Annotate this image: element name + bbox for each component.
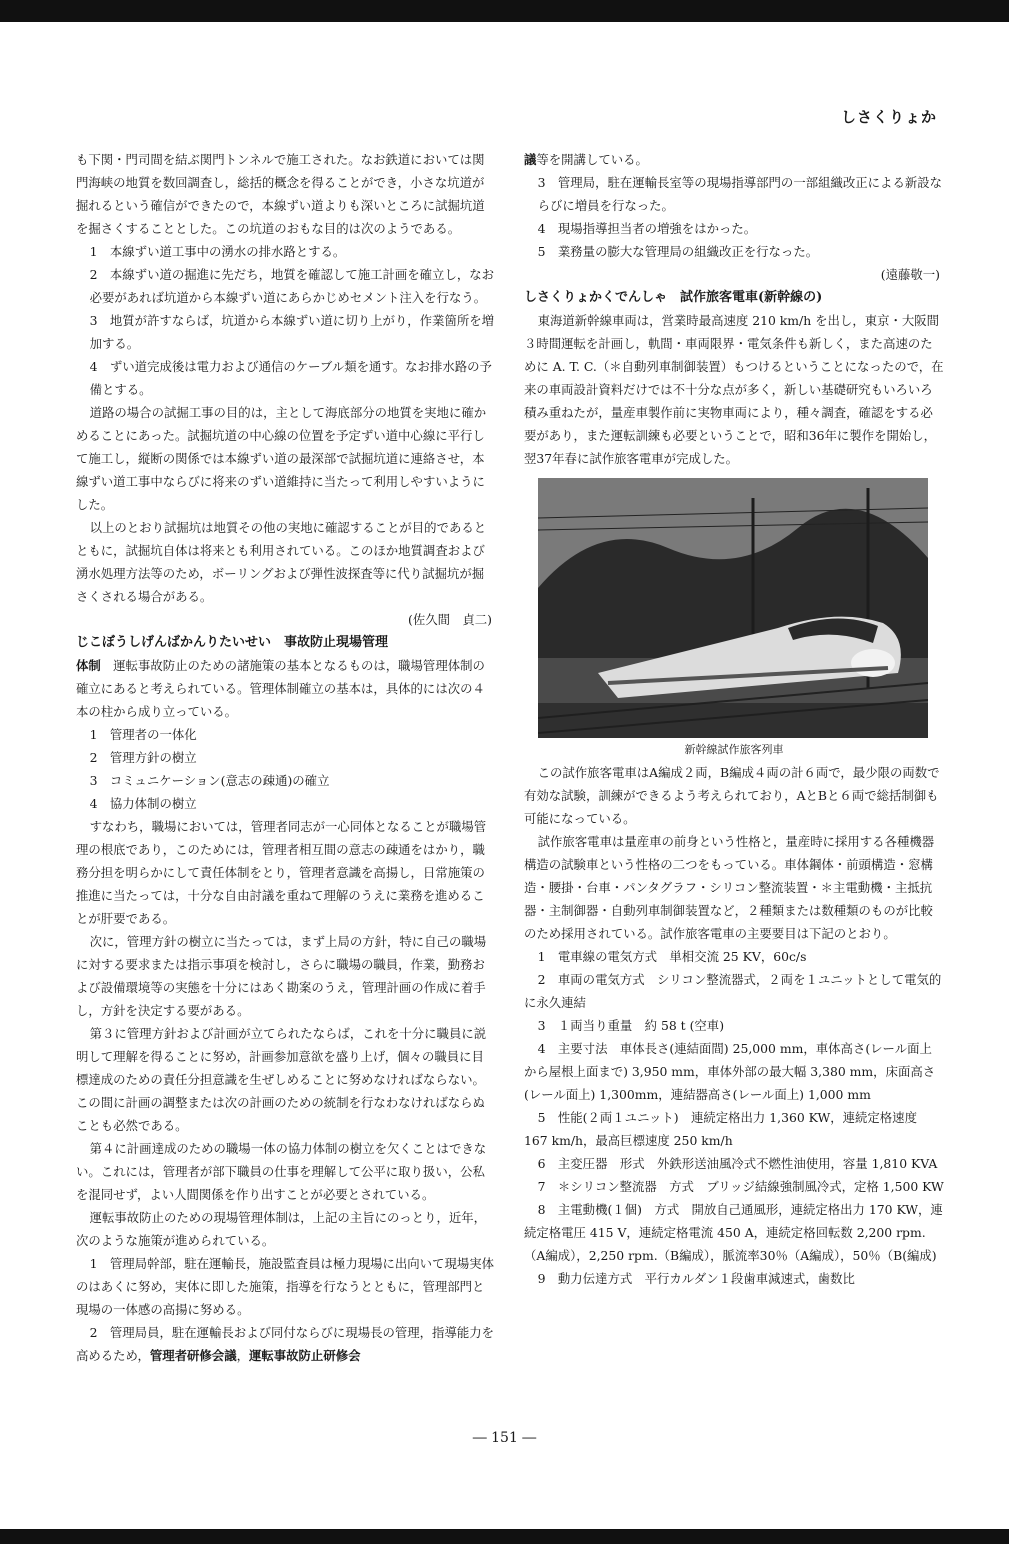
paragraph: 試作旅客電車は量産車の前身という性格と，量産時に採用する各種機器構造の試験車という性格の二つをもっている。車体鋼体・前頭構造・窓構造・腰掛・台車・パンタグラフ・シリコン整流装置・＊主電動機・主抵抗器・主制御器・自動列車制御装置など，２種類または数種類のものが比較のため採用されている。試作旅客電車の主要要目は下記のとおり。 <box>524 834 935 941</box>
paragraph: 運転事故防止のための現場管理体制は，上記の主旨にのっとり，近年，次のような施策が進められている。 <box>76 1210 487 1248</box>
running-header: しさくりょか <box>840 108 937 126</box>
train-photo-illustration <box>538 478 928 738</box>
term-body: 運転事故防止のための諸施策の基本となるものは，職場管理体制の確立にあると考えられている。管理体制確立の基本は，具体的には次の４本の柱から成り立っている。 <box>76 658 485 719</box>
list-item: 1 本線ずい道工事中の湧水の排水路とする。 <box>89 244 346 259</box>
term-heading <box>524 286 944 309</box>
left-column <box>76 148 496 1367</box>
paragraph <box>76 654 496 723</box>
separator: ， <box>236 1348 249 1363</box>
bold-term: 管理者研修会議 <box>149 1348 237 1363</box>
train-photo <box>538 478 928 738</box>
term-title-cont: 体制 <box>76 658 101 673</box>
list-item: 1 管理局幹部，駐在運輸長，施設監査員は極力現場に出向いて現場実体のはあくに努め，実体に即した施策，指導を行なうとともに，管理部門と現場の一体感の高揚に努める。 <box>76 1256 495 1317</box>
page-number: ― 151 ― <box>472 1430 537 1446</box>
spec-item: 4 主要寸法 車体長さ(連結面間) 25,000 mm，車体高さ(レール面上から屋根上面まで) 3,950 mm，車体外部の最大幅 3,380 mm，床面高さ(レール面上) 1,300mm，連結器高さ(レール面上) 1,000 mm <box>524 1041 936 1102</box>
spec-item: 6 主変圧器 形式 外鉄形送油風冷式不燃性油使用，容量 1,810 KVA <box>537 1156 938 1171</box>
spec-item: 7 ＊シリコン整流器 方式 ブリッジ結線強制風冷式，定格 1,500 KW <box>537 1179 944 1194</box>
spec-item: 9 動力伝達方式 平行カルダン１段歯車減速式，歯数比 <box>537 1271 855 1286</box>
list-item: 3 地質が許すならば，坑道から本線ずい道に切り上がり，作業箇所を増加する。 <box>89 313 495 351</box>
paragraph: 以上のとおり試掘坑は地質その他の実地に確認することが目的であるとともに，試掘坑自体は将来とも利用されている。このほか地質調査および湧水処理方法等のため，ボーリングおよび弾性波探査等に代り試掘坑が掘さくされる場合がある。 <box>76 520 487 604</box>
author-credit: (佐久間 貞二) <box>407 612 492 627</box>
paragraph: 第３に管理方針および計画が立てられたならば，これを十分に職員に説明して理解を得ることに努め，計画参加意欲を盛り上げ，個々の職員に目標達成のための責任分担意識を生ぜしめることに努めなければならない。この間に計画の調整または次の計画のための統制を行なわなければならぬことも必然である。 <box>76 1026 487 1133</box>
term-reading: しさくりょかくでんしゃ <box>524 290 668 305</box>
right-column <box>524 148 944 1290</box>
paragraph: 次に，管理方針の樹立に当たっては，まず上局の方針，特に自己の職場に対する要求または指示事項を検討し，さらに職場の職員，作業，勤務および設備環境等の実態を十分にはあく勘案のうえ，管理計画の作成に着手し，方針を決定する要がある。 <box>76 934 487 1018</box>
paragraph: この試作旅客電車はA編成２両，B編成４両の計６両で，最少限の両数で有効な試験，訓練ができるよう考えられており，AとBと６両で総括制御も可能になっている。 <box>524 765 940 826</box>
term-title: 事故防止現場管理 <box>284 635 389 650</box>
paragraph: 第４に計画達成のための職場一体の協力体制の樹立を欠くことはできない。これには，管理者が部下職員の仕事を理解して公平に取り扱い，公私を混同せず，よい人間関係を作り出すことが必要とされている。 <box>76 1141 487 1202</box>
list-item <box>76 1321 496 1367</box>
list-item: 4 現場指導担当者の増強をはかった。 <box>537 221 757 236</box>
term-reading: じこぼうしげんばかんりたいせい <box>76 635 272 650</box>
paragraph-text: 等を開講している。 <box>536 152 648 167</box>
paragraph: 東海道新幹線車両は，営業時最高速度 210 km/h を出し，東京・大阪間３時間運転を計画し，軌間・車両限界・電気条件も新しく，また高速のために A. T. C.（＊自動列車制御装置）もつけるということになったので，在来の車両設計資料だけでは不十分な点が多く，新しい基礎研究もいろいろ積み重ねたが，量産車製作前に実物車両により，種々調査，確認をする必要があり，また運転訓練も必要ということで，昭和36年に製作を開始し，翌37年春に試作旅客電車が完成した。 <box>524 313 944 466</box>
top-border-bar <box>0 0 1009 22</box>
spec-item: 2 車両の電気方式 シリコン整流器式，２両を１ユニットとして電気的に永久連結 <box>524 972 942 1010</box>
bold-term: 議 <box>524 152 537 167</box>
list-item: 3 管理局，駐在運輸長室等の現場指導部門の一部組織改正による新設ならびに増員を行なった。 <box>537 175 943 213</box>
spec-item: 5 性能(２両１ユニット) 連続定格出力 1,360 KW，連続定格速度 167 km/h，最高巨標速度 250 km/h <box>524 1110 917 1148</box>
list-item: 1 管理者の一体化 <box>89 727 197 742</box>
spec-item: 3 １両当り重量 約 58 t (空車) <box>537 1018 725 1033</box>
list-text: 2 管理局員，駐在運輸長および同付ならびに現場長の管理，指導能力を高めるため， <box>76 1325 495 1363</box>
author-credit: (遠藤敬一) <box>880 267 940 282</box>
paragraph: 道路の場合の試掘工事の目的は，主として海底部分の地質を実地に確かめることにあった。試掘坑道の中心線の位置を予定ずい道中心線に平行して施工し，縦断の関係では本線ずい道の最深部で試掘坑道に連絡させ，本線ずい道工事中ならびに将来のずい道維持に当たって利用しやすいようにした。 <box>76 405 487 512</box>
list-item: 4 ずい道完成後は電力および通信のケーブル類を通す。なお排水路の予備とする。 <box>89 359 492 397</box>
bottom-border-bar <box>0 1529 1009 1544</box>
paragraph: も下関・門司間を結ぶ関門トンネルで施工された。なお鉄道においては関門海峡の地質を数回調査し，総括的概念を得ることができ，小さな坑道が掘れるという確信ができたので，本線ずい道よりも深いところに試掘坑道を掘さくすることとした。この坑道のおもな目的は次のようである。 <box>76 152 485 236</box>
term-heading <box>76 631 496 654</box>
list-item: 4 協力体制の樹立 <box>89 796 197 811</box>
paragraph <box>524 148 944 171</box>
photo-caption: 新幹線試作旅客列車 <box>684 743 784 756</box>
list-item: 3 コミュニケーション(意志の疎通)の確立 <box>89 773 330 788</box>
list-item: 2 本線ずい道の掘進に先だち，地質を確認して施工計画を確立し，なお必要があれば坑道から本線ずい道にあらかじめセメント注入を行なう。 <box>89 267 495 305</box>
bold-term: 運転事故防止研修会 <box>248 1348 361 1363</box>
spec-item: 1 電車線の電気方式 単相交流 25 KV，60c/s <box>537 949 807 964</box>
list-item: 5 業務量の膨大な管理局の組織改正を行なった。 <box>537 244 819 259</box>
list-item: 2 管理方針の樹立 <box>89 750 197 765</box>
paragraph: すなわち，職場においては，管理者同志が一心同体となることが職場管理の根底であり，このためには，管理者相互間の意志の疎通をはかり，職務分担を明らかにして責任体制をとり，管理者意識を高揚し，日常施策の推進に当たっては，十分な自由討議を重ねて理解のうえに業務を進めることが肝要である。 <box>76 819 487 926</box>
term-title: 試作旅客電車(新幹線の) <box>680 290 823 305</box>
spec-item: 8 主電動機(１個) 方式 開放自己通風形，連続定格出力 170 KW，連続定格電圧 415 V，連続定格電流 450 A，連続定格回転数 2,200 rpm.（A編成），2,250 rpm.（B編成），脈流率30％（A編成），50％（B(編成) <box>524 1202 943 1263</box>
